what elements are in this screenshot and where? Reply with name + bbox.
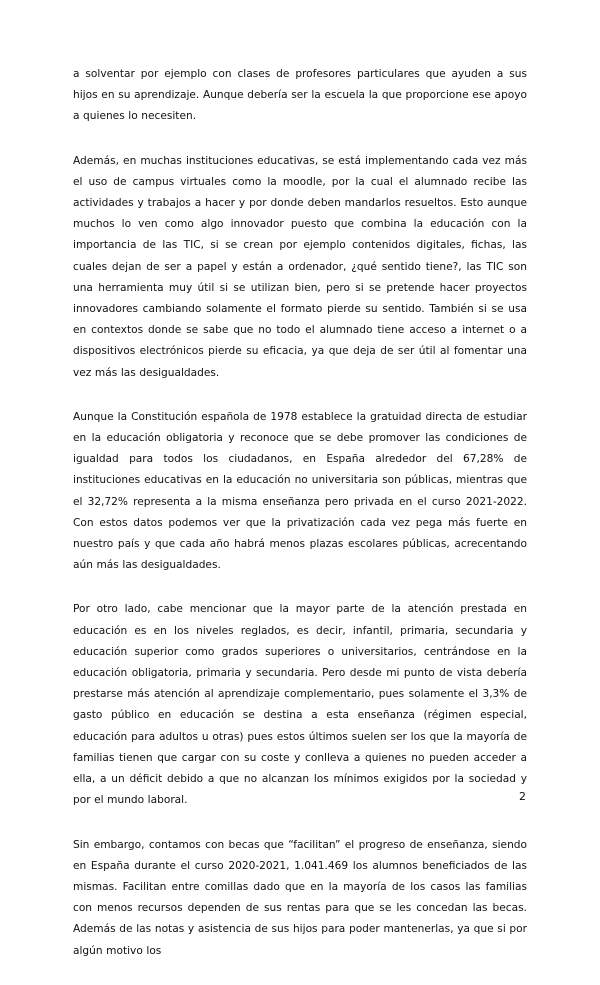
paragraph: a solventar por ejemplo con clases de profesores particulares que ayuden a sus hijos en su aprendizaje. Aunque debería ser la escuela la que proporcione ese apoyo a quienes lo necesiten. — [73, 68, 527, 123]
paragraph: Sin embargo, contamos con becas que “facilitan” el progreso de enseñanza, siendo en España durante el curso 2020-2021, 1.041.469 los alumnos beneficiados de las mismas. Facilitan entre comillas dado que en la mayoría de los casos las familias con menos recursos dependen de sus rentas para que se les concedan las becas. Además de las notas y asistencia de sus hijos para poder mantenerlas, ya que si por algún motivo los — [73, 838, 527, 957]
paragraph: Además, en muchas instituciones educativas, se está implementando cada vez más el uso de campus virtuales como la moodle, por la cual el alumnado recibe las actividades y trabajos a hacer y por donde deben mandarlos resueltos. Esto aunque muchos lo ven como algo innovador puesto que combina la educación con la importancia de las TIC, si se crean por ejemplo contenidos digitales, fichas, las cuales dejan de ser a papel y están a ordenador, ¿qué sentido tiene?, las TIC son una herramienta muy útil si se utilizan bien, pero si se pretende hacer proyectos innovadores cambiando solamente el formato pierde su sentido. También si se usa en contextos donde se sabe que no todo el alumnado tiene acceso a internet o a dispositivos electrónicos pierde su eficacia, ya que deja de ser útil al fomentar una vez más las desigualdades. — [73, 154, 527, 379]
paragraph: Aunque la Constitución española de 1978 establece la gratuidad directa de estudiar en la educación obligatoria y reconoce que se debe promover las condiciones de igualdad para todos los ciudadanos, en España alrededor del 67,28% de instituciones educativas en la educación no universitaria son públicas, mientras que el 32,72% representa a la misma enseñanza pero privada en el curso 2021-2022. Con estos datos podemos ver que la privatización cada vez pega más fuerte en nuestro país y que cada año habrá menos plazas escolares públicas, acrecentando aún más las desigualdades. — [73, 410, 527, 572]
paragraph: Por otro lado, cabe mencionar que la mayor parte de la atención prestada en educación es en los niveles reglados, es decir, infantil, primaria, secundaria y educación superior como grados superiores o universitarios, centrándose en la educación obligatoria, primaria y secundaria. Pero desde mi punto de vista debería prestarse más atención al aprendizaje complementario, pues solamente el 3,3% de gasto público en educación se destina a esta enseñanza (régimen especial, educación para adultos u otras) pues estos últimos suelen ser los que la mayoría de familias tienen que cargar con su coste y conlleva a quienes no pueden acceder a ella, a un déficit debido a que no alcanzan los mínimos exigidos por la sociedad y por el mundo laboral. — [73, 603, 527, 807]
body-text — [73, 64, 527, 985]
page-number: 2 — [519, 790, 526, 803]
